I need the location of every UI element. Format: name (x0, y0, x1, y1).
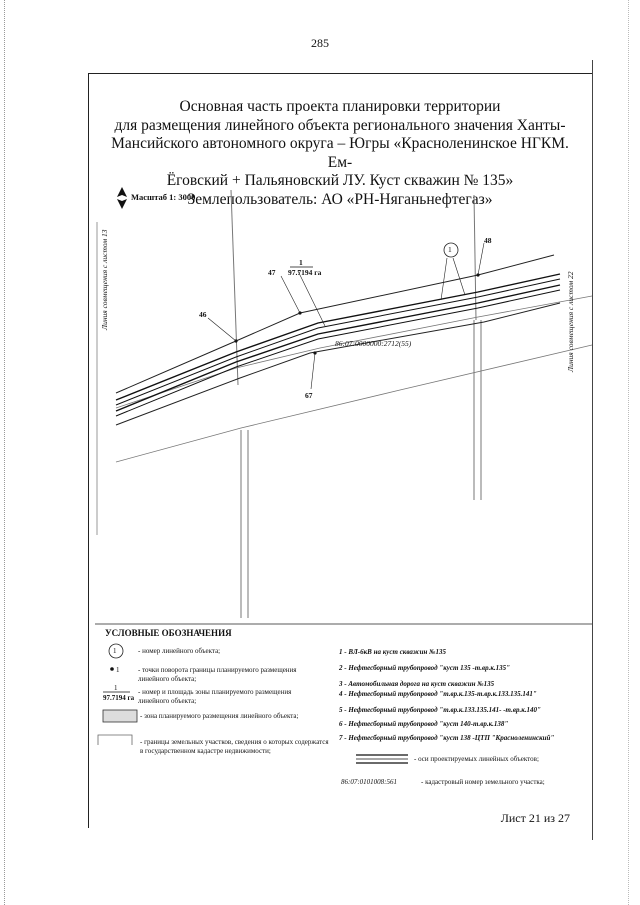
legend-object-1: 1 - ВЛ-6кВ на куст скважин №135 (339, 648, 447, 656)
legend-zone-number-text: - номер и площадь зоны планируемого размещения линейного объекта; (138, 688, 292, 705)
point-label-48: 48 (484, 236, 492, 245)
legend-object-4: 4 - Нефтесборный трубопровод "т.вр.к.135-т.вр.к.133.135.141" (339, 690, 537, 698)
legend-object-2: 2 - Нефтесборный трубопровод "куст 135 -т.вр.к.135" (339, 664, 511, 672)
object-marker-number: 1 (448, 245, 452, 254)
legend-zone-number: 1 (114, 684, 118, 692)
title-line: для размещения линейного объекта регионального значения Ханты- (114, 116, 566, 134)
zone-pattern-swatch (103, 710, 137, 722)
point-label-47: 47 (268, 268, 276, 277)
title-line: Землепользователь: АО «РН-Няганьнефтегаз» (187, 190, 493, 208)
page-number: 285 (311, 36, 329, 50)
legend-object-5: 5 - Нефтесборный трубопровод "т.вр.к.133.135.141- -т.вр.к.140" (339, 706, 541, 714)
legend-zone-area: 97.7194 га (103, 694, 135, 702)
legend-axis-text: - оси проектируемых линейных объектов; (414, 755, 539, 763)
legend-object-number-symbol: 1 (113, 647, 117, 655)
title-line: Ёговский + Пальяновский ЛУ. Куст скважин № 135» (166, 172, 514, 189)
title-line: Мансийского автономного округа – Югры «Красноленинское НГКМ. Ем- (111, 135, 569, 171)
legend-object-3: 3 - Автомобильная дорога на куст скважин №135 (339, 680, 495, 688)
left-match-line-label: Линия совмещения с листом 13 (100, 229, 109, 330)
point-label-46: 46 (199, 310, 207, 319)
legend-turn-point-symbol: 1 (116, 666, 120, 674)
north-arrow-icon (117, 187, 127, 209)
title-line: Основная часть проекта планировки территории (179, 98, 501, 115)
zone-area: 97.7194 га (288, 268, 322, 277)
legend-object-number-text: - номер линейного объекта; (138, 647, 221, 655)
legend-parcel-text: - границы земельных участков, сведения о которых содержатся в государственном кадастре недвижимости; (140, 738, 329, 755)
legend-cadastral-example: 86:07:0101008:561 (341, 778, 397, 786)
right-match-line-label: Линия совмещения с листом 22 (566, 271, 575, 372)
point-label-67: 67 (305, 391, 313, 400)
legend-cadastral-text: - кадастровый номер земельного участка; (421, 778, 545, 786)
vertical-reference-lines (231, 190, 481, 618)
axis-line-symbol (356, 755, 408, 763)
legend-object-7: 7 - Нефтесборный трубопровод "куст 138 -ЦТП "Красноленинский" (339, 734, 555, 742)
legend-turn-point-text: - точки поворота границы планируемого размещения линейного объекта; (138, 666, 297, 683)
zone-number: 1 (299, 258, 303, 267)
scale-label: Масштаб 1: 3000 (131, 192, 196, 202)
sheet-label: Лист 21 из 27 (500, 811, 570, 825)
legend-object-6: 6 - Нефтесборный трубопровод "куст 140-т.вр.к.138" (339, 720, 509, 728)
leader-lines (208, 243, 484, 389)
legend-title: УСЛОВНЫЕ ОБОЗНАЧЕНИЯ (105, 628, 232, 638)
cadastral-number: 86:07:0000000:2712(55) (335, 339, 412, 348)
legend-zone-text: - зона планируемого размещения линейного объекта; (140, 712, 299, 720)
